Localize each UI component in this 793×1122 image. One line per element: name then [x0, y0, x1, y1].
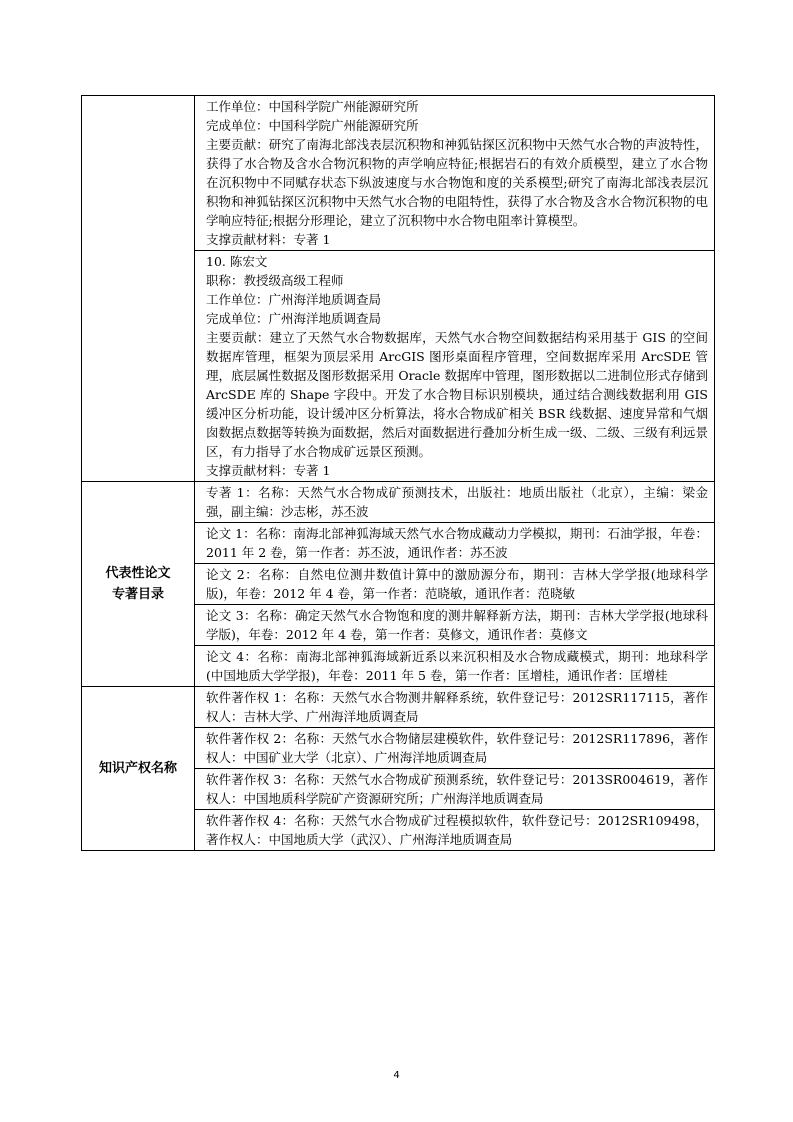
- ip-item: 软件著作权 4：名称：天然气水合物成矿过程模拟软件，软件登记号：2012SR109498，著作权人：中国地质大学（武汉）、广州海洋地质调查局: [195, 810, 715, 851]
- publication-row: [82, 482, 715, 523]
- contributor-continued-cell: [195, 96, 715, 251]
- contributor-10-cell: [195, 251, 715, 482]
- support-material: 支撑贡献材料：专著 1: [206, 232, 331, 247]
- publication-item: 论文 3：名称：确定天然气水合物饱和度的测井解释新方法，期刊：吉林大学学报(地球科学版)，年卷：2012 年 4 卷，第一作者：莫修文，通讯作者：莫修文: [195, 605, 715, 646]
- publication-item: 专著 1：名称：天然气水合物成矿预测技术，出版社：地质出版社（北京），主编：梁金强，副主编：沙志彬，苏丕波: [195, 482, 715, 523]
- publications-label-line2: 专著目录: [111, 587, 164, 602]
- work-unit: 工作单位：中国科学院广州能源研究所: [206, 99, 419, 114]
- ip-item: 软件著作权 2：名称：天然气水合物储层建模软件，软件登记号：2012SR117896，著作权人：中国矿业大学（北京）、广州海洋地质调查局: [195, 728, 715, 769]
- publication-item: 论文 2：名称：自然电位测井数值计算中的激励源分布，期刊：吉林大学学报(地球科学版)，年卷：2012 年 4 卷，第一作者：范晓敏，通讯作者：范晓敏: [195, 564, 715, 605]
- ip-label: 知识产权名称: [82, 687, 195, 851]
- completion-unit: 完成单位：中国科学院广州能源研究所: [206, 118, 419, 133]
- support-material: 支撑贡献材料：专著 1: [206, 463, 331, 478]
- contributor-name: 10. 陈宏文: [206, 254, 268, 269]
- main-contribution: 主要贡献：研究了南海北部浅表层沉积物和神狐钻探区沉积物中天然气水合物的声波特性，获得了水合物及含水合物沉积物的声学响应特征;根据岩石的有效介质模型，建立了水合物在沉积物中不同赋存状态下纵波速度与水合物饱和度的关系模型;研究了南海北部浅表层沉积物和神狐钻探区沉积物中天然气水合物的电阻特性，获得了水合物及含水合物沉积物的电学响应特征;根据分形理论，建立了沉积物中水合物电阻率计算模型。: [206, 137, 708, 228]
- contributor-row: [82, 96, 715, 251]
- ip-item: 软件著作权 1：名称：天然气水合物测井解释系统，软件登记号：2012SR117115，著作权人：吉林大学、广州海洋地质调查局: [195, 687, 715, 728]
- contributors-label-cell: [82, 96, 195, 482]
- page-number: 4: [393, 1070, 400, 1081]
- document-table: [81, 95, 715, 851]
- ip-row: [82, 687, 715, 728]
- work-unit: 工作单位：广州海洋地质调查局: [206, 292, 382, 307]
- main-contribution: 主要贡献：建立了天然气水合物数据库，天然气水合物空间数据结构采用基于 GIS 的空间数据库管理，框架为顶层采用 ArcGIS 图形桌面程序管理，空间数据库采用 ArcSDE 管理，底层属性数据及图形数据采用 Oracle 数据库中管理，图形数据以二进制位形式存储到 ArcSDE 库的 Shape 字段中。开发了水合物目标识别模块，通过结合测线数据利用 GIS 缓冲区分析功能，设计缓冲区分析算法，将水合物成矿相关 BSR 线数据、速度异常和气烟囱数据点数据等转换为面数据，然后对面数据进行叠加分析生成一级、二级、三级有利远景区，有力指导了水合物成矿远景区预测。: [206, 330, 708, 459]
- ip-item: 软件著作权 3：名称：天然气水合物成矿预测系统，软件登记号：2013SR004619，著作权人：中国地质科学院矿产资源研究所；广州海洋地质调查局: [195, 769, 715, 810]
- completion-unit: 完成单位：广州海洋地质调查局: [206, 311, 382, 326]
- publications-label-line1: 代表性论文: [105, 566, 171, 581]
- publications-label: [82, 482, 195, 687]
- publication-item: 论文 1：名称：南海北部神狐海域天然气水合物成藏动力学模拟，期刊：石油学报，年卷：2011 年 2 卷，第一作者：苏丕波，通讯作者：苏丕波: [195, 523, 715, 564]
- publication-item: 论文 4：名称：南海北部神狐海域新近系以来沉积相及水合物成藏模式，期刊：地球科学(中国地质大学学报)，年卷：2011 年 5 卷，第一作者：匡增桂，通讯作者：匡增桂: [195, 646, 715, 687]
- contributor-title: 职称：教授级高级工程师: [206, 273, 344, 288]
